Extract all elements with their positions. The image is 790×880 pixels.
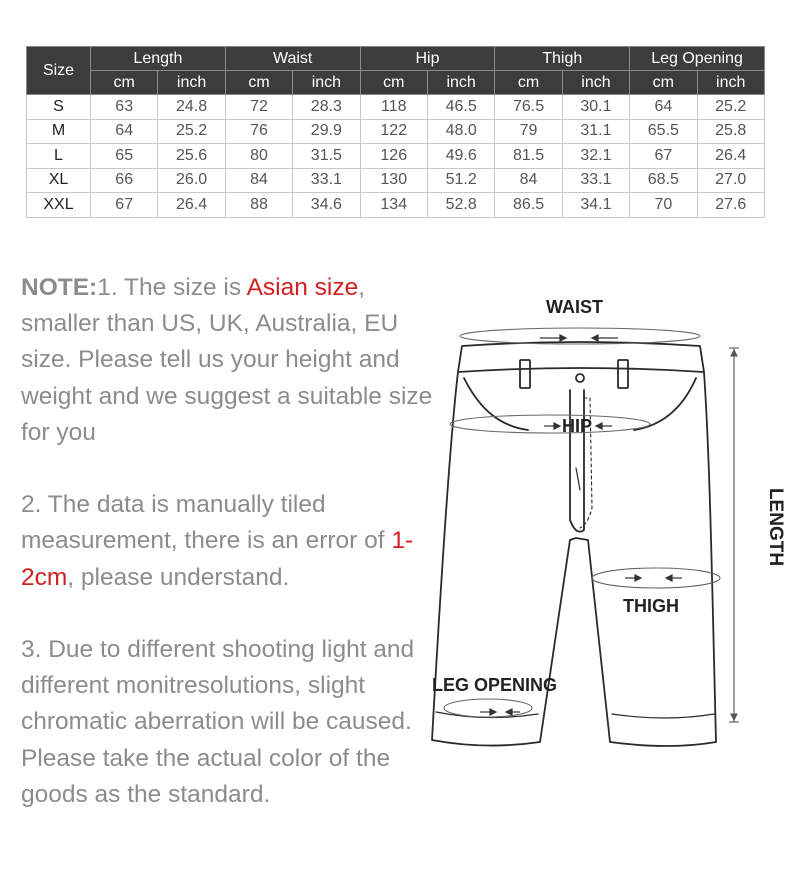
table-cell: 126 [360,144,427,169]
table-cell: 88 [225,193,292,218]
table-cell: 80 [225,144,292,169]
table-row [27,193,765,218]
table-cell: 72 [225,95,292,120]
table-cell: 30.1 [562,95,629,120]
table-cell: 49.6 [427,144,494,169]
waist-header: Waist [225,47,360,71]
table-cell: 130 [360,168,427,193]
table-cell: 76 [225,119,292,144]
table-cell: 26.4 [158,193,225,218]
note-1-text-end: , smaller than US, UK, Australia, EU size. Please tell us your height and weight and we suggest a suitable size for you [21,274,433,446]
table-cell: 65.5 [630,119,697,144]
size-cell: L [27,144,91,169]
table-cell: 31.5 [293,144,360,169]
size-chart-table [26,46,765,218]
table-cell: 31.1 [562,119,629,144]
unit-header-inch: inch [158,71,225,95]
table-cell: 63 [91,95,158,120]
table-cell: 134 [360,193,427,218]
table-cell: 52.8 [427,193,494,218]
table-cell: 67 [630,144,697,169]
unit-header-cm: cm [630,71,697,95]
unit-header-cm: cm [495,71,562,95]
note-1-text-start: 1. The size is [97,274,247,301]
note-2-text-start: 2. The data is manually tiled measurement, there is an error of [21,491,392,555]
table-cell: 34.1 [562,193,629,218]
size-cell: M [27,119,91,144]
table-cell: 70 [630,193,697,218]
table-cell: 76.5 [495,95,562,120]
table-cell: 26.0 [158,168,225,193]
table-cell: 46.5 [427,95,494,120]
unit-header-inch: inch [427,71,494,95]
hip-header: Hip [360,47,495,71]
table-cell: 26.4 [697,144,764,169]
table-cell: 27.0 [697,168,764,193]
size-cell: S [27,95,91,120]
table-cell: 48.0 [427,119,494,144]
waist-label: WAIST [546,297,603,317]
table-cell: 25.6 [158,144,225,169]
unit-header-cm: cm [91,71,158,95]
table-cell: 33.1 [562,168,629,193]
thigh-label: THIGH [623,596,679,616]
table-cell: 24.8 [158,95,225,120]
table-cell: 84 [225,168,292,193]
leg-opening-header: Leg Opening [630,47,765,71]
table-cell: 25.8 [697,119,764,144]
shorts-measurement-diagram [420,280,790,760]
table-cell: 29.9 [293,119,360,144]
unit-header-inch: inch [697,71,764,95]
table-row [27,95,765,120]
thigh-header: Thigh [495,47,630,71]
unit-header-inch: inch [293,71,360,95]
note-3: 3. Due to different shooting light and different monitresolutions, slight chromatic aberration will be caused. Please take the actual color of the goods as the standard. [21,636,415,808]
table-cell: 27.6 [697,193,764,218]
table-cell: 122 [360,119,427,144]
table-cell: 32.1 [562,144,629,169]
table-header-group-row [27,47,765,71]
table-cell: 34.6 [293,193,360,218]
table-header-unit-row [27,71,765,95]
table-cell: 84 [495,168,562,193]
size-cell: XXL [27,193,91,218]
table-cell: 51.2 [427,168,494,193]
table-cell: 28.3 [293,95,360,120]
length-header: Length [91,47,226,71]
table-row [27,119,765,144]
table-cell: 79 [495,119,562,144]
hip-label: HIP [562,416,593,436]
size-notes [21,270,441,813]
table-cell: 25.2 [158,119,225,144]
error-range-highlight: 1-2cm [21,527,414,591]
table-cell: 86.5 [495,193,562,218]
length-label: LENGTH [765,487,787,567]
note-1 [21,270,441,451]
table-cell: 33.1 [293,168,360,193]
table-row [27,168,765,193]
table-cell: 65 [91,144,158,169]
note-label: NOTE: [21,274,98,301]
table-cell: 66 [91,168,158,193]
unit-header-cm: cm [360,71,427,95]
table-cell: 64 [91,119,158,144]
size-column-header: Size [27,47,91,95]
table-cell: 25.2 [697,95,764,120]
table-cell: 118 [360,95,427,120]
table-cell: 67 [91,193,158,218]
table-cell: 68.5 [630,168,697,193]
asian-size-highlight: Asian size [246,274,359,301]
size-cell: XL [27,168,91,193]
unit-header-cm: cm [225,71,292,95]
table-cell: 64 [630,95,697,120]
unit-header-inch: inch [562,71,629,95]
table-cell: 81.5 [495,144,562,169]
note-2 [21,487,441,596]
table-row [27,144,765,169]
leg-opening-label: LEG OPENING [432,675,558,695]
note-2-text-end: , please understand. [67,563,290,591]
